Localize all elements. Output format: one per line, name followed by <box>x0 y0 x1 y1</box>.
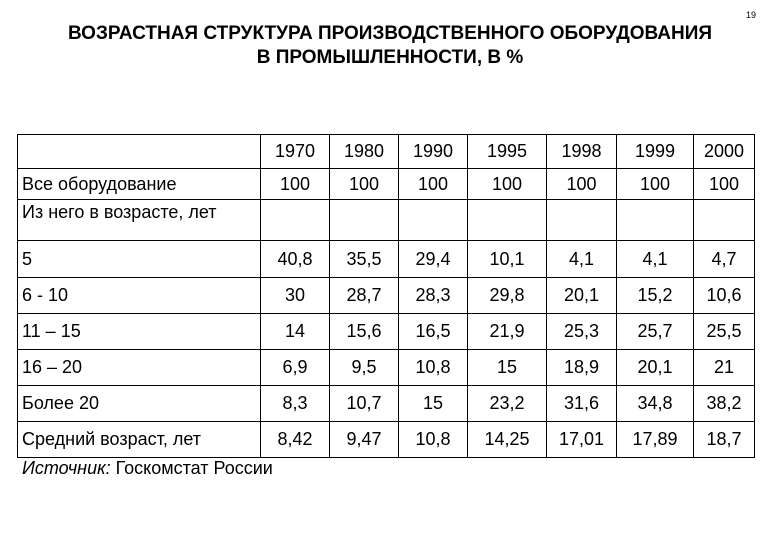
year-header: 1970 <box>261 135 330 169</box>
table-cell: 30 <box>261 278 330 314</box>
table-cell: 40,8 <box>261 241 330 278</box>
table-cell: 100 <box>617 169 694 200</box>
table-cell: 28,3 <box>399 278 468 314</box>
age-structure-table <box>17 134 755 458</box>
table-cell: 100 <box>330 169 399 200</box>
table-cell: 17,01 <box>547 422 617 458</box>
table-cell: 100 <box>547 169 617 200</box>
table-cell: 9,47 <box>330 422 399 458</box>
table-cell: 18,9 <box>547 350 617 386</box>
year-header: 1998 <box>547 135 617 169</box>
table-cell: 25,3 <box>547 314 617 350</box>
table-cell: 35,5 <box>330 241 399 278</box>
table-cell: 20,1 <box>617 350 694 386</box>
table-cell: 10,8 <box>399 422 468 458</box>
row-label: Из него в возрасте, лет <box>18 200 261 241</box>
source-prefix: Источник: <box>22 458 111 478</box>
table-cell: 100 <box>468 169 547 200</box>
row-label: Средний возраст, лет <box>18 422 261 458</box>
table-cell <box>694 200 755 241</box>
source-text: Госкомстат России <box>110 458 273 478</box>
table-cell: 15 <box>468 350 547 386</box>
row-label: 5 <box>18 241 261 278</box>
table-cell: 15,6 <box>330 314 399 350</box>
table-cell: 31,6 <box>547 386 617 422</box>
table-cell: 8,3 <box>261 386 330 422</box>
row-label: 6 - 10 <box>18 278 261 314</box>
table-cell: 18,7 <box>694 422 755 458</box>
page-title <box>0 22 780 70</box>
table-cell <box>399 200 468 241</box>
table-cell: 29,4 <box>399 241 468 278</box>
table-cell: 15 <box>399 386 468 422</box>
row-label: 11 – 15 <box>18 314 261 350</box>
table-cell: 14,25 <box>468 422 547 458</box>
header-empty-cell <box>18 135 261 169</box>
table-row <box>18 241 755 278</box>
table-cell: 17,89 <box>617 422 694 458</box>
table-row <box>18 350 755 386</box>
table-cell: 21,9 <box>468 314 547 350</box>
table-cell: 4,7 <box>694 241 755 278</box>
table-cell: 21 <box>694 350 755 386</box>
table-cell: 25,7 <box>617 314 694 350</box>
table-cell: 28,7 <box>330 278 399 314</box>
table-row <box>18 386 755 422</box>
table-cell: 25,5 <box>694 314 755 350</box>
table-cell: 4,1 <box>617 241 694 278</box>
table-cell: 10,7 <box>330 386 399 422</box>
table-row <box>18 169 755 200</box>
source-note <box>22 458 273 479</box>
year-header: 1995 <box>468 135 547 169</box>
table-cell: 6,9 <box>261 350 330 386</box>
table-cell: 10,1 <box>468 241 547 278</box>
table-cell: 34,8 <box>617 386 694 422</box>
year-header: 1999 <box>617 135 694 169</box>
year-header: 1980 <box>330 135 399 169</box>
table-cell: 23,2 <box>468 386 547 422</box>
table-cell: 8,42 <box>261 422 330 458</box>
table-row <box>18 422 755 458</box>
table-cell: 10,6 <box>694 278 755 314</box>
table-row <box>18 314 755 350</box>
table-cell: 29,8 <box>468 278 547 314</box>
table-cell: 100 <box>399 169 468 200</box>
table-cell: 14 <box>261 314 330 350</box>
year-header: 2000 <box>694 135 755 169</box>
table-cell: 100 <box>694 169 755 200</box>
row-label: 16 – 20 <box>18 350 261 386</box>
table-cell <box>617 200 694 241</box>
year-header: 1990 <box>399 135 468 169</box>
table-cell: 100 <box>261 169 330 200</box>
title-line-1: ВОЗРАСТНАЯ СТРУКТУРА ПРОИЗВОДСТВЕННОГО ОБОРУДОВАНИЯ <box>67 23 713 44</box>
header-row <box>18 135 755 169</box>
table-cell: 9,5 <box>330 350 399 386</box>
table-row <box>18 278 755 314</box>
table-cell <box>468 200 547 241</box>
table-cell: 20,1 <box>547 278 617 314</box>
table-cell: 10,8 <box>399 350 468 386</box>
table-cell: 16,5 <box>399 314 468 350</box>
row-label: Более 20 <box>18 386 261 422</box>
row-label: Все оборудование <box>18 169 261 200</box>
title-line-2: В ПРОМЫШЛЕННОСТИ, В % <box>256 47 524 68</box>
table-cell: 15,2 <box>617 278 694 314</box>
table-cell: 4,1 <box>547 241 617 278</box>
table-cell <box>261 200 330 241</box>
page-number: 19 <box>746 10 757 20</box>
table-cell: 38,2 <box>694 386 755 422</box>
table-cell <box>547 200 617 241</box>
table-row <box>18 200 755 241</box>
table-cell <box>330 200 399 241</box>
